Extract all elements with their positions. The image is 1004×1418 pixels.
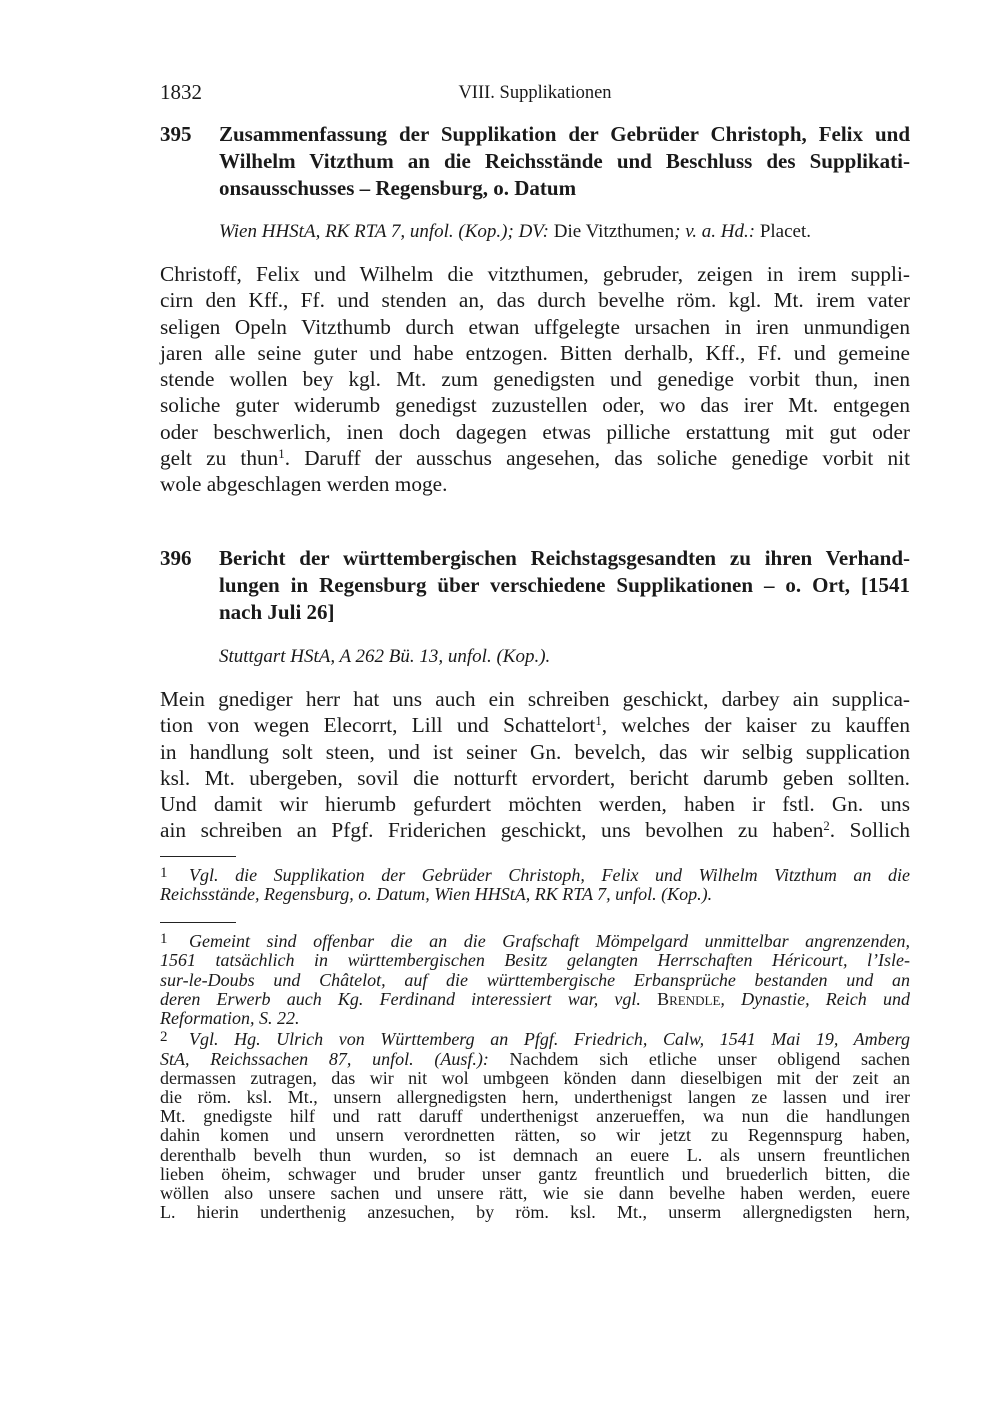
body-text-fragment: gelt zu thun [160,446,279,471]
footnote-text: Gemeint sind offenbar die an die Grafschaft Mömpelgard unmittelbar angrenzenden, [189,931,910,952]
footnote-line: Reformation, S. 22. [160,1008,300,1028]
doc-395-title-line: onsausschusses – Regensburg, o. Datum [219,176,577,200]
footnote-line: Reichsstände, Regensburg, o. Datum, Wien HHStA, RK RTA 7, unfol. (Kop.). [160,884,713,905]
footnote-text: deren Erwerb auch Kg. Ferdinand interessiert war, vgl. [160,988,658,1009]
footnote-quote-line: wöllen also unsere sachen und unsere rätt, wie sie dann bevelhe haben werden, euere [160,1183,910,1204]
body-line: stende wollen bey kgl. Mt. zum genedigsten und genedige vorbit thun, inen [160,367,910,392]
footnote-line [160,930,910,951]
doc-395-source-hand: ; v. a. Hd.: [674,221,756,242]
footnote-text: Vgl. die Supplikation der Gebrüder Christoph, Felix und Wilhelm Vitzthum an die [189,865,910,886]
body-text-fragment: tion von wegen Elecorrt, Lill und Schattelort [160,713,596,738]
footnote-author: Brendle [657,988,721,1009]
body-line [160,817,910,843]
footnote-quote-line: Mt. gnedigste hilf und ratt daruff underthenigst anzerueffen, wa nun die handlungen [160,1106,910,1127]
doc-395-source-archive: Wien HHStA, RK RTA 7, unfol. (Kop.); DV: [219,221,550,242]
body-line: in handlung solt steen, und ist seiner Gn. bevelch, das wir selbig supplication [160,739,910,764]
body-line: Mein gnediger herr hat uns auch ein schreiben geschickt, darbey ain supplica- [160,687,910,711]
doc-396-body [160,686,910,844]
body-line: wole abgeschlagen werden moge. [160,472,448,497]
footnote-number: 1 [160,865,168,881]
doc-395-number: 395 [160,122,192,146]
body-line: soliche guter widerumb genedigst zuzustellen oder, wo das irer Mt. entgegen [160,393,910,418]
body-text-fragment: . Sollich [829,818,911,843]
footnote-line: 1561 tatsächlich in württembergischen Besitz gelangten Herrschaften Héricourt, l’Isle- [160,950,910,971]
doc-395-source [219,220,811,244]
body-text-fragment: . Daruff der ausschus angesehen, das soliche genedige vorbit nit [284,446,910,471]
footnote-rule [160,922,236,923]
body-line: seligen Opeln Vitzthumb durch etwan uffgelegte ursachen in iren unmundigen [160,314,910,339]
doc-395-title [219,121,910,202]
body-line: ksl. Mt. ubergeben, sovil die notturft ervordert, bericht darumb geben sollten. [160,765,910,790]
footnote-line [160,864,910,885]
page-number: 1832 [160,80,202,104]
footnote-ref[interactable]: 1 [278,447,285,462]
body-text-fragment: , welches der kaiser zu kauffen [601,713,910,738]
doc-396-title-line: Bericht der württembergischen Reichstagsgesandten zu ihren Verhand- [219,546,910,570]
body-line: jaren alle seine guter und habe entzogen. Bitten derhalb, Kff., Ff. und gemeine [160,340,910,365]
body-line: Und damit wir hierumb gefurdert möchten werden, haben ir fstl. Gn. uns [160,792,910,817]
doc-396-number: 396 [160,546,192,570]
doc-395-source-dv: Die Vitzthumen [549,221,675,242]
footnote-number: 2 [160,1029,168,1046]
body-line [160,445,910,471]
footnote-quote: Nachdem sich etliche unser obligend sachen [488,1048,910,1069]
doc-396-source: Stuttgart HStA, A 262 Bü. 13, unfol. (Kop.). [219,646,551,667]
doc-395-body [160,261,910,498]
footnote-quote-line: dahin komen und unsern verordnetten rätten, so wir jetzt zu Regennspurg haben, [160,1125,910,1146]
footnote-quote-line: die röm. ksl. Mt., unsern allergnedigsten hern, underthenigst langen ze lassen und irer [160,1087,910,1107]
footnote-rule [160,856,236,857]
doc-396-title [219,545,910,626]
footnote-number: 1 [160,931,168,947]
footnote-quote-line: derenthalb bevelh thun wurden, so ist demnach an euere L. als unsern freuntlichen [160,1144,910,1165]
footnote-line [160,1050,910,1069]
body-line: cirn den Kff., Ff. und stenden an, das durch bevelhe röm. kgl. Mt. irem vater [160,288,910,313]
footnote-ref[interactable]: 2 [823,819,830,834]
footnote-quote-line: lieben öheim, schwager und bruder unser gantz freuntlich und bruederlich bitten, die [160,1163,910,1184]
footnote-line: sur-le-Doubs und Châtelot, auf die württembergische Erbansprüche bestanden und an [160,969,910,990]
doc-395-title-line: Zusammenfassung der Supplikation der Gebrüder Christoph, Felix und [219,122,910,146]
running-head-title: VIII. Supplikationen [458,83,612,103]
running-head [160,80,910,110]
footnote-text: Vgl. Hg. Ulrich von Württemberg an Pfgf. Friedrich, Calw, 1541 Mai 19, Amberg [189,1029,910,1050]
footnote-quote-line: L. hierin underthenig anzesuchen, by röm. ksl. Mt., unserm allergnedigsten hern, [160,1202,910,1223]
footnote-text: StA, Reichssachen 87, unfol. (Ausf.): [160,1048,489,1069]
footnote-text: , Dynastie, Reich und [720,988,910,1009]
footnote-quote-line: dermassen zutragen, das wir nit wol umbgeen könden dann dieselbigen mit der zeit an [160,1067,910,1088]
doc-395-source-placet: Placet. [755,221,812,242]
doc-396-title-line: lungen in Regensburg über verschiedene Supplikationen – o. Ort, [1541 [219,573,910,597]
body-line: Christoff, Felix und Wilhelm die vitzthumen, gebruder, zeigen in irem suppli- [160,262,910,286]
footnote-line [160,990,910,1009]
doc-396-title-line: nach Juli 26] [219,600,335,624]
body-text-fragment: ain schreiben an Pfgf. Friderichen geschickt, uns bevolhen zu haben [160,818,824,843]
body-line: oder beschwerlich, inen doch dagegen etwas pilliche erstattung mit gut oder [160,419,910,444]
footnotes-395 [160,864,910,905]
footnote-ref[interactable]: 1 [595,714,602,729]
footnotes-396 [160,930,910,1222]
footnote-line [160,1028,910,1049]
body-line [160,712,910,738]
doc-395-title-line: Wilhelm Vitzthum an die Reichsstände und Beschluss des Supplikati- [219,149,910,173]
